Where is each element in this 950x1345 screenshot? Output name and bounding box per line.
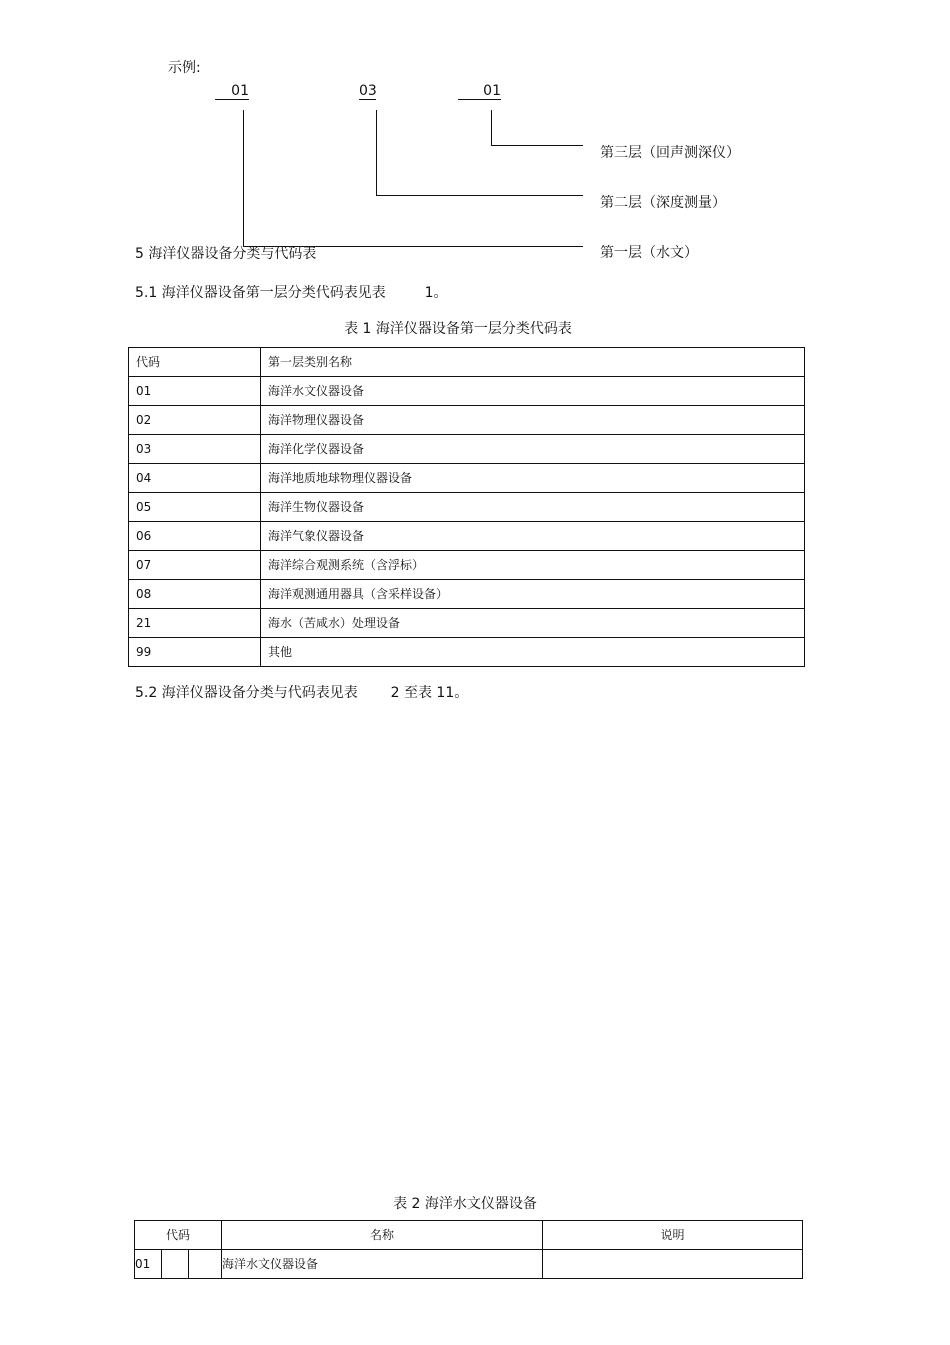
example-level1-label: 第一层（水文） <box>600 245 698 261</box>
table2-header-row <box>135 1221 803 1250</box>
table2-caption: 表 2 海洋水文仪器设备 <box>393 1196 537 1212</box>
table-row <box>129 377 805 406</box>
table-row <box>129 406 805 435</box>
table-row <box>129 493 805 522</box>
table-row <box>135 1250 803 1279</box>
connector-level3-horizontal <box>491 145 583 146</box>
table1-cell-code: 07 <box>129 551 261 580</box>
table1-cell-name: 海洋气象仪器设备 <box>261 522 805 551</box>
table2-header-code: 代码 <box>135 1221 222 1250</box>
table1-cell-code: 03 <box>129 435 261 464</box>
section-5-1-text <box>135 282 448 302</box>
table2 <box>134 1220 803 1279</box>
example-code-level1: 01 <box>215 83 249 100</box>
table1-cell-code: 21 <box>129 609 261 638</box>
section-5-2-ref: 2 至表 11。 <box>390 685 469 701</box>
table1-cell-code: 02 <box>129 406 261 435</box>
table-row <box>129 609 805 638</box>
table1-cell-code: 01 <box>129 377 261 406</box>
table-row <box>129 522 805 551</box>
table1-cell-name: 海洋生物仪器设备 <box>261 493 805 522</box>
table1 <box>128 347 805 667</box>
table1-cell-code: 06 <box>129 522 261 551</box>
example-code-level3: 01 <box>458 83 501 100</box>
table1-cell-name: 海洋观测通用器具（含采样设备） <box>261 580 805 609</box>
section-5-2-text <box>135 682 468 702</box>
table2-cell-name: 海洋水文仪器设备 <box>222 1250 543 1279</box>
connector-level2-vertical <box>376 110 377 196</box>
table2-cell-code1: 01 <box>135 1250 162 1279</box>
table-row <box>129 464 805 493</box>
table2-cell-code2 <box>162 1250 189 1279</box>
table1-cell-name: 海洋水文仪器设备 <box>261 377 805 406</box>
example-level2-label: 第二层（深度测量） <box>600 195 726 211</box>
section-5-1-ref: 1。 <box>424 285 448 301</box>
table1-caption: 表 1 海洋仪器设备第一层分类代码表 <box>344 321 572 337</box>
table-row <box>129 551 805 580</box>
table1-cell-name: 海洋地质地球物理仪器设备 <box>261 464 805 493</box>
table1-cell-name: 海洋化学仪器设备 <box>261 435 805 464</box>
section-5-2-prefix: 5.2 海洋仪器设备分类与代码表见表 <box>135 685 358 701</box>
section-5-1-prefix: 5.1 海洋仪器设备第一层分类代码表见表 <box>135 285 386 301</box>
example-level3-label: 第三层（回声测深仪） <box>600 145 740 161</box>
table1-header-code: 代码 <box>129 348 261 377</box>
connector-level1-vertical <box>243 110 244 247</box>
table1-cell-name: 海洋物理仪器设备 <box>261 406 805 435</box>
table1-cell-name: 海洋综合观测系统（含浮标） <box>261 551 805 580</box>
table2-header-name: 名称 <box>222 1221 543 1250</box>
table1-cell-code: 04 <box>129 464 261 493</box>
table-row <box>129 435 805 464</box>
table2-cell-note <box>543 1250 803 1279</box>
table1-cell-code: 05 <box>129 493 261 522</box>
table1-cell-code: 08 <box>129 580 261 609</box>
section-5-heading: 5 海洋仪器设备分类与代码表 <box>135 246 317 262</box>
table1-header-name: 第一层类别名称 <box>261 348 805 377</box>
example-code-level2: 03 <box>359 83 377 99</box>
table2-cell-code3 <box>189 1250 222 1279</box>
connector-level2-horizontal <box>376 195 583 196</box>
table-row <box>129 580 805 609</box>
table1-cell-code: 99 <box>129 638 261 667</box>
table1-cell-name: 其他 <box>261 638 805 667</box>
table-row <box>129 638 805 667</box>
connector-level3-vertical <box>491 110 492 146</box>
table2-header-note: 说明 <box>543 1221 803 1250</box>
table1-cell-name: 海水（苦咸水）处理设备 <box>261 609 805 638</box>
example-label: 示例: <box>168 60 201 76</box>
table1-header-row <box>129 348 805 377</box>
